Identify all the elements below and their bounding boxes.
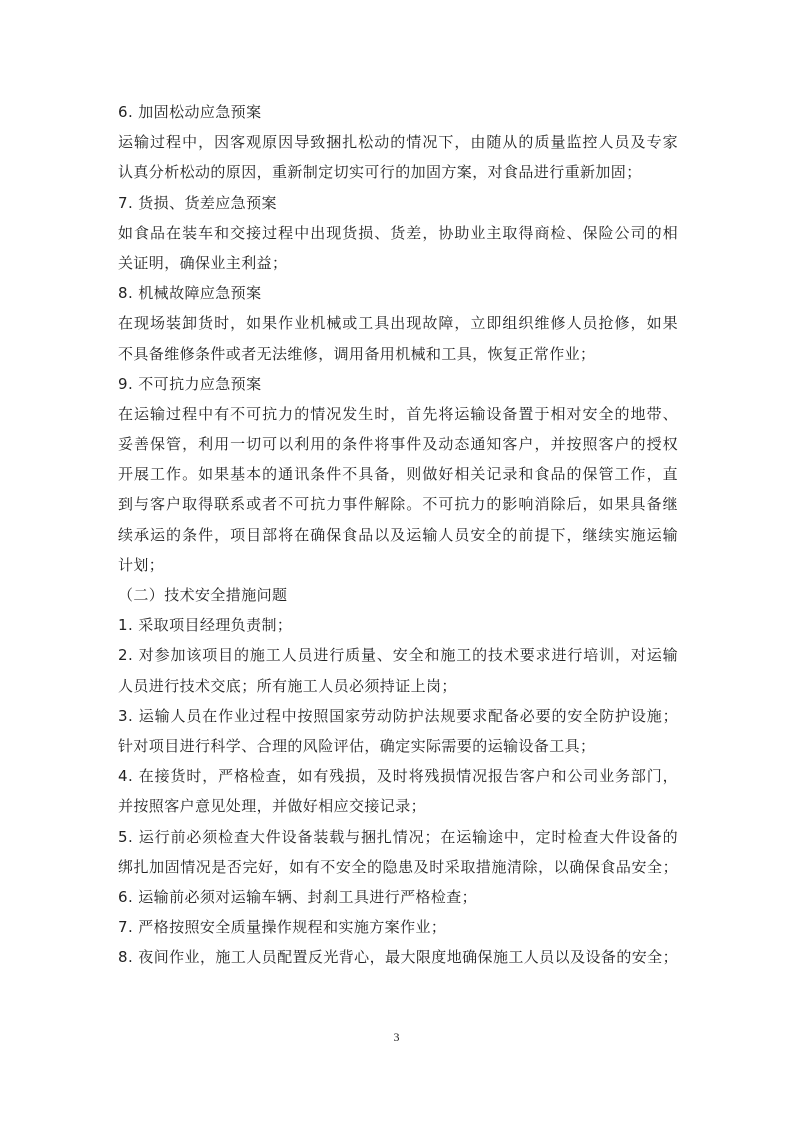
list-item: 7. 严格按照安全质量操作规程和实施方案作业； bbox=[118, 918, 447, 937]
paragraph-line: 不具备维修条件或者无法维修，调用备用机械和工具，恢复正常作业； bbox=[118, 344, 596, 363]
list-item-continuation: 人员进行技术交底；所有施工人员必须持证上岗； bbox=[118, 676, 457, 695]
list-item-continuation: 针对项目进行科学、合理的风险评估，确定实际需要的运输设备工具； bbox=[118, 736, 596, 755]
section-heading-technical-safety: （二）技术安全措施问题 bbox=[118, 586, 288, 604]
list-item: 6. 运输前必须对运输车辆、封刹工具进行严格检查； bbox=[118, 887, 478, 906]
paragraph-line: 开展工作。如果基本的通讯条件不具备，则做好相关记录和食品的保管工作，直 bbox=[118, 465, 678, 484]
list-item: 4. 在接货时，严格检查，如有残损，及时将残损情况报告客户和公司业务部门， bbox=[118, 767, 678, 786]
paragraph-line: 在运输过程中有不可抗力的情况发生时，首先将运输设备置于相对安全的地带、 bbox=[118, 404, 678, 423]
paragraph-line: 关证明，确保业主利益； bbox=[118, 253, 288, 272]
paragraph-line: 妥善保管，利用一切可以利用的条件将事件及动态通知客户，并按照客户的授权 bbox=[118, 435, 678, 454]
paragraph-line: 计划； bbox=[118, 555, 165, 574]
paragraph-line: 到与客户取得联系或者不可抗力事件解除。不可抗力的影响消除后，如果具备继 bbox=[118, 495, 678, 514]
list-item: 8. 夜间作业，施工人员配置反光背心，最大限度地确保施工人员以及设备的安全； bbox=[118, 948, 678, 967]
heading-9-force-majeure-plan: 9. 不可抗力应急预案 bbox=[118, 374, 262, 393]
list-item: 5. 运行前必须检查大件设备装载与捆扎情况；在运输途中，定时检查大件设备的 bbox=[118, 827, 678, 846]
list-item: 1. 采取项目经理负责制； bbox=[118, 616, 293, 635]
paragraph-line: 续承运的条件，项目部将在确保食品以及运输人员安全的前提下，继续实施运输 bbox=[118, 525, 678, 544]
paragraph-line: 如食品在装车和交接过程中出现货损、货差，协助业主取得商检、保险公司的相 bbox=[118, 223, 678, 242]
heading-8-machinery-failure-plan: 8. 机械故障应急预案 bbox=[118, 284, 262, 303]
list-item: 2. 对参加该项目的施工人员进行质量、安全和施工的技术要求进行培训，对运输 bbox=[118, 646, 678, 665]
document-body bbox=[118, 97, 678, 972]
list-item: 3. 运输人员在作业过程中按照国家劳动防护法规要求配备必要的安全防护设施； bbox=[118, 706, 678, 725]
heading-6-loosening-plan: 6. 加固松动应急预案 bbox=[118, 103, 262, 121]
list-item-continuation: 并按照客户意见处理，并做好相应交接记录； bbox=[118, 797, 427, 816]
page-number: 3 bbox=[393, 1030, 400, 1044]
paragraph-line: 在现场装卸货时，如果作业机械或工具出现故障，立即组织维修人员抢修，如果 bbox=[118, 314, 678, 333]
heading-7-cargo-damage-plan: 7. 货损、货差应急预案 bbox=[118, 193, 277, 212]
paragraph-line: 认真分析松动的原因，重新制定切实可行的加固方案，对食品进行重新加固； bbox=[118, 163, 642, 182]
paragraph-line: 运输过程中，因客观原因导致捆扎松动的情况下，由随从的质量监控人员及专家 bbox=[118, 133, 678, 152]
list-item-continuation: 绑扎加固情况是否完好，如有不安全的隐患及时采取措施清除，以确保食品安全； bbox=[118, 857, 678, 876]
